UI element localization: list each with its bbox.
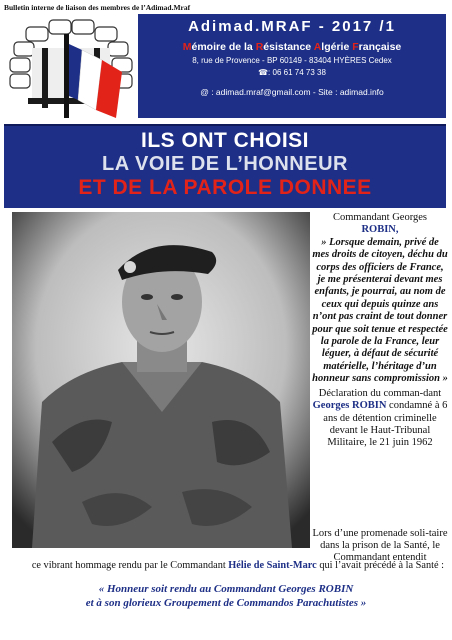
bulletin-caption: Bulletin interne de liaison des membres de l’Adimad.Mraf	[4, 3, 191, 12]
sidebar-name: ROBIN,	[361, 224, 399, 236]
sidebar-intro: Commandant Georges	[333, 212, 427, 223]
tribute-line-2: et à son glorieux Groupement de Commandos Parachutistes »	[85, 597, 367, 609]
sidebar-declaration	[312, 388, 448, 450]
sidebar-text	[312, 212, 448, 450]
subtitle-part: ésistance	[263, 41, 314, 53]
headline-line-2: LA VOIE DE L’HONNEUR	[102, 153, 348, 175]
header-subtitle	[138, 41, 446, 53]
headline-line-3: ET DE LA PAROLE DONNEE	[78, 176, 372, 199]
headline-band	[4, 124, 446, 208]
declaration-text: condamné à 6 ans de détention criminelle devant le Haut-Tribunal Militaire, le 21 juin 1962	[323, 400, 448, 449]
header-title: Adimad.MRAF - 2017 /1	[188, 18, 396, 35]
stone-arch-flag-logo	[4, 14, 138, 118]
headline-line-1: ILS ONT CHOISI	[140, 129, 309, 152]
caption-text: ce vibrant hommage rendu par le Commandant	[31, 560, 226, 571]
subtitle-part: rançaise	[358, 41, 402, 53]
subtitle-initial-a: A	[313, 41, 322, 53]
subtitle-part: lgérie	[321, 41, 353, 53]
tribute-quote	[10, 582, 442, 610]
sidebar-quote: » Lorsque demain, privé de mes droits de citoyen, déchu du corps des officiers de France, je me présenterai devant mes enfants, je pourrai, au nom de ceux qui depuis quinze ans n’ont pas craint de tout donner pour que soit tenue et respectée la parole de la France, leur léguer, à défaut de sécurité matérielle, l’héritage d’un honneur sans compromission »	[312, 236, 448, 385]
header-box	[138, 14, 446, 118]
caption-name: Hélie de Saint-Marc	[228, 560, 317, 571]
header-address: 8, rue de Provence - BP 60149 - 83404 HYÈRES Cedex	[192, 56, 392, 65]
declaration-name: Georges ROBIN	[312, 400, 387, 412]
caption-text: qui l’avait précédé à la Santé :	[319, 560, 444, 571]
commander-portrait-photo	[12, 212, 310, 548]
sidebar-walk-text: Lors d’une promenade soli-taire dans la prison de la Santé, le Commandant entendit	[312, 528, 448, 563]
header-contact: @ : adimad.mraf@gmail.com - Site : adimad.info	[200, 87, 384, 97]
subtitle-initial-f: F	[352, 41, 359, 53]
declaration-text: Déclaration du comman-dant	[318, 387, 442, 399]
subtitle-initial-r: R	[255, 41, 264, 53]
subtitle-initial-m: M	[182, 41, 192, 53]
subtitle-part: émoire de la	[191, 41, 256, 53]
tribute-line-1: « Honneur soit rendu au Commandant Georges ROBIN	[98, 583, 354, 595]
header-phone: ☎: 06 61 74 73 38	[258, 68, 326, 77]
bottom-caption	[14, 560, 444, 572]
